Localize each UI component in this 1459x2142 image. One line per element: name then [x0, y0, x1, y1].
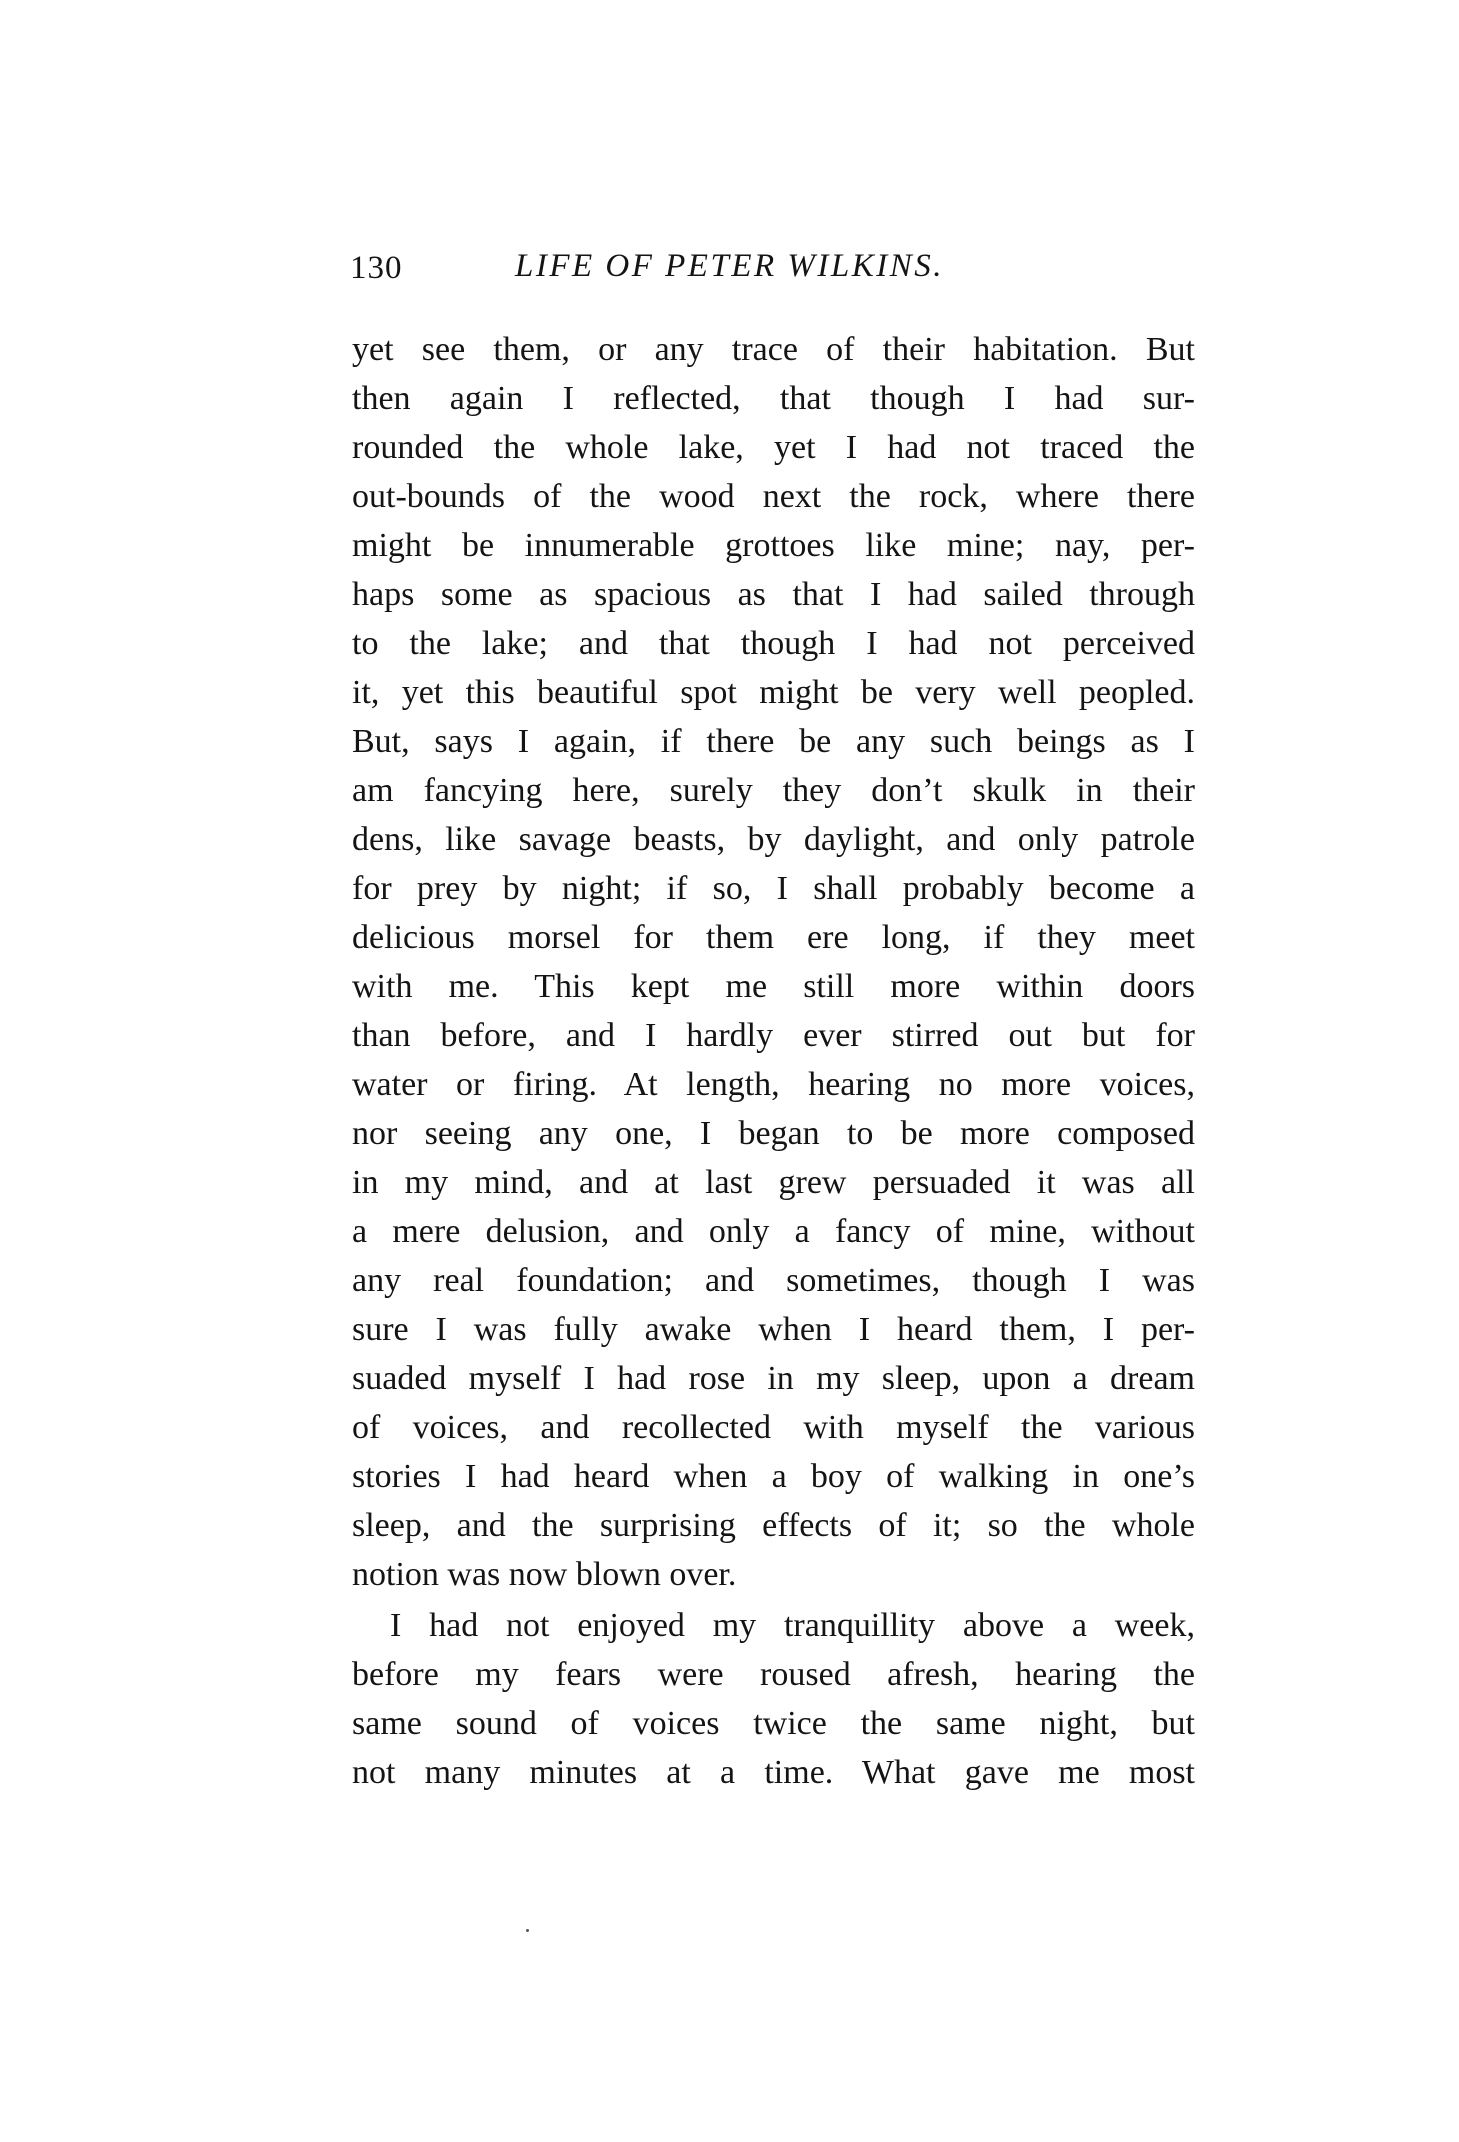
text-line: sleep, and the surprising effects of it; so the whole — [352, 1507, 1195, 1544]
text-line: dens, like savage beasts, by daylight, and only patrole — [352, 821, 1195, 858]
text-line: notion was now blown over. — [352, 1556, 737, 1593]
text-line: might be innumerable grottoes like mine; nay, per- — [352, 527, 1195, 564]
page-number: 130 — [350, 250, 403, 286]
text-line: with me. This kept me still more within doors — [352, 968, 1195, 1005]
text-line: But, says I again, if there be any such beings as I — [352, 723, 1195, 760]
text-line: rounded the whole lake, yet I had not traced the — [352, 429, 1195, 466]
text-line: out-bounds of the wood next the rock, where there — [352, 478, 1195, 515]
text-line: not many minutes at a time. What gave me most — [352, 1754, 1195, 1791]
text-line: am fancying here, surely they don’t skulk in their — [352, 772, 1195, 809]
text-line: of voices, and recollected with myself the various — [352, 1409, 1195, 1446]
running-title: LIFE OF PETER WILKINS. — [515, 248, 944, 284]
paragraph-1 — [352, 325, 1195, 1599]
text-line: before my fears were roused afresh, hearing the — [352, 1656, 1195, 1693]
text-line: stories I had heard when a boy of walking in one’s — [352, 1458, 1195, 1495]
paragraph-2 — [352, 1601, 1195, 1797]
body-text — [352, 325, 1195, 1797]
text-line: same sound of voices twice the same night, but — [352, 1705, 1195, 1742]
text-line: haps some as spacious as that I had sailed through — [352, 576, 1195, 613]
text-line: any real foundation; and sometimes, though I was — [352, 1262, 1195, 1299]
text-line: for prey by night; if so, I shall probably become a — [352, 870, 1195, 907]
text-line: water or firing. At length, hearing no more voices, — [352, 1066, 1195, 1103]
text-line: delicious morsel for them ere long, if they meet — [352, 919, 1195, 956]
text-line: then again I reflected, that though I had sur- — [352, 380, 1195, 417]
text-line: yet see them, or any trace of their habitation. But — [352, 331, 1195, 368]
running-head — [350, 248, 1180, 298]
text-line: it, yet this beautiful spot might be very well peopled. — [352, 674, 1195, 711]
text-line: a mere delusion, and only a fancy of mine, without — [352, 1213, 1195, 1250]
print-speck — [526, 1929, 529, 1932]
text-line: sure I was fully awake when I heard them, I per- — [352, 1311, 1195, 1348]
text-line: suaded myself I had rose in my sleep, upon a dream — [352, 1360, 1195, 1397]
text-line: to the lake; and that though I had not perceived — [352, 625, 1195, 662]
text-line: in my mind, and at last grew persuaded it was all — [352, 1164, 1195, 1201]
text-line: than before, and I hardly ever stirred out but for — [352, 1017, 1195, 1054]
text-line: I had not enjoyed my tranquillity above a week, — [390, 1607, 1195, 1644]
text-line: nor seeing any one, I began to be more composed — [352, 1115, 1195, 1152]
